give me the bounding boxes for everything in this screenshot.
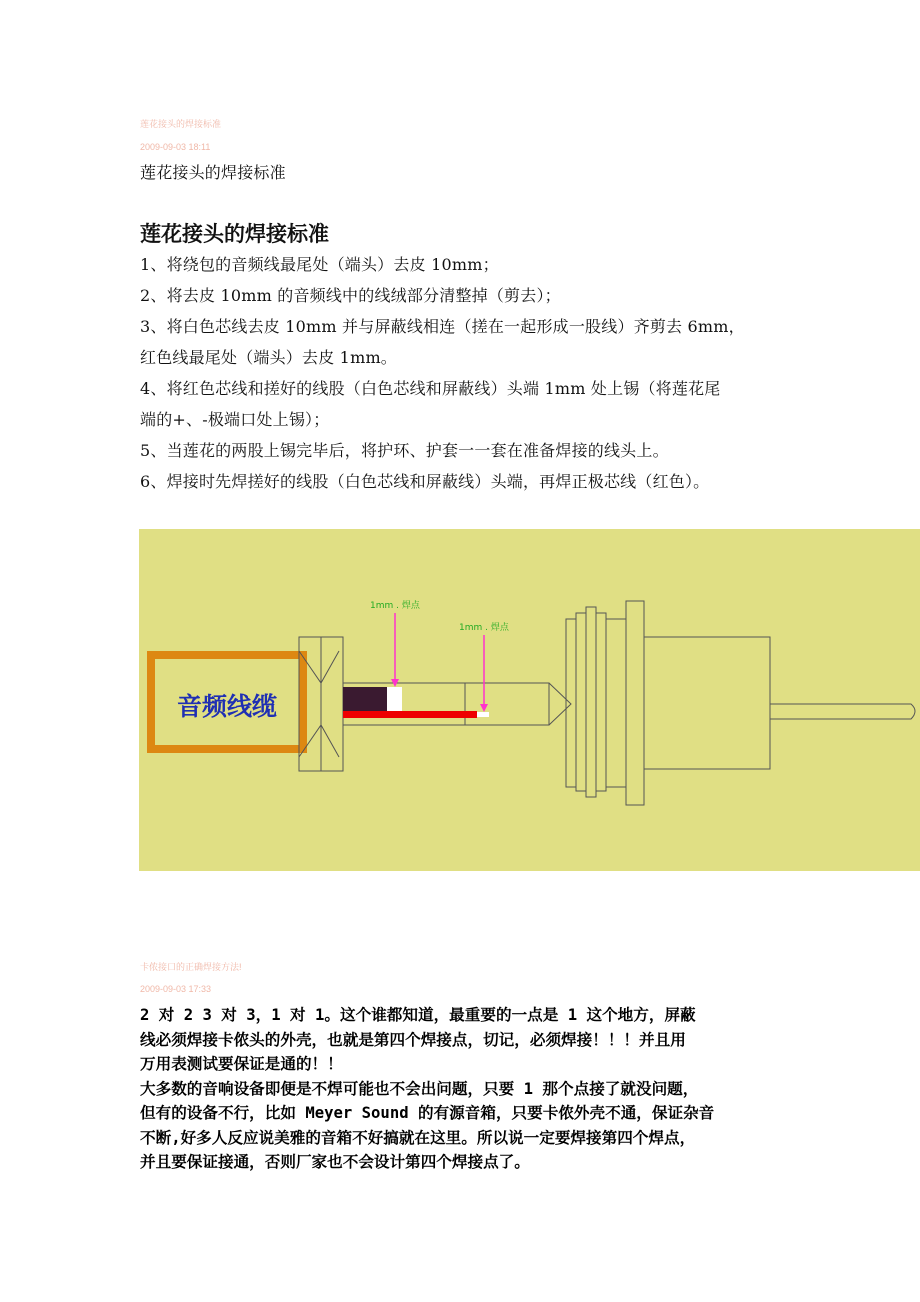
paragraph-line: 2 对 2 3 对 3，1 对 1。这个谁都知道，最重要的一点是 1 这个地方，屏蔽	[140, 1006, 696, 1024]
instruction-line: 端的+、-极端口处上锡）；	[140, 410, 330, 429]
article2-faint-title: 卡侬接口的正确焊接方法!	[140, 962, 242, 972]
red-core-wire	[343, 711, 477, 718]
instruction-list	[140, 254, 745, 502]
paragraph-line: 大多数的音响设备即便是不焊可能也不会出问题，只要 1 那个点接了就没问题，	[140, 1079, 699, 1098]
shield-wire-tip	[387, 687, 402, 711]
solder-point-label-top: 1mm . 焊点	[370, 601, 420, 611]
instruction-line: 6、焊接时先焊搓好的线股（白色芯线和屏蔽线）头端，再焊正极芯线（红色）。	[140, 472, 710, 491]
article-faint-title: 莲花接头的焊接标准	[140, 119, 222, 129]
paragraph-line: 但有的设备不行，比如 Meyer Sound 的有源音箱，只要卡侬外壳不通，保证杂音	[140, 1104, 715, 1122]
instruction-line: 2、将去皮 10mm 的音频线中的线绒部分清整掉（剪去）；	[140, 286, 561, 305]
instruction-line: 红色线最尾处（端头）去皮 1mm。	[140, 348, 398, 367]
article-heading: 莲花接头的焊接标准	[140, 222, 329, 246]
xlr-paragraph	[140, 1003, 714, 1175]
instruction-line: 4、将红色芯线和搓好的线股（白色芯线和屏蔽线）头端 1mm 处上锡（将莲花尾	[140, 379, 721, 398]
paragraph-line: 线必须焊接卡侬头的外壳，也就是第四个焊接点，切记，必须焊接！！！并且用	[140, 1030, 686, 1049]
instruction-line: 5、当莲花的两股上锡完毕后，将护环、护套一一套在准备焊接的线头上。	[140, 441, 669, 460]
article-title: 莲花接头的焊接标准	[140, 163, 286, 182]
instruction-line: 3、将白色芯线去皮 10mm 并与屏蔽线相连（搓在一起形成一股线）齐剪去 6mm，	[140, 317, 745, 336]
paragraph-line: 万用表测试要保证是通的！！	[140, 1055, 343, 1073]
cable-label: 音频线缆	[176, 692, 278, 721]
article2-faint-date: 2009-09-03 17:33	[140, 984, 212, 994]
red-core-tip	[477, 712, 489, 717]
shield-wire	[343, 687, 387, 711]
article-faint-date: 2009-09-03 18:11	[140, 142, 211, 152]
paragraph-line: 不断,好多人反应说美雅的音箱不好搞就在这里。所以说一定要焊接第四个焊点，	[140, 1128, 696, 1147]
instruction-line: 1、将绕包的音频线最尾处（端头）去皮 10mm；	[140, 255, 499, 274]
solder-point-label-bottom: 1mm . 焊点	[459, 623, 509, 633]
paragraph-line: 并且要保证接通，否则厂家也不会设计第四个焊接点了。	[140, 1153, 530, 1171]
rca-solder-diagram	[139, 529, 920, 871]
